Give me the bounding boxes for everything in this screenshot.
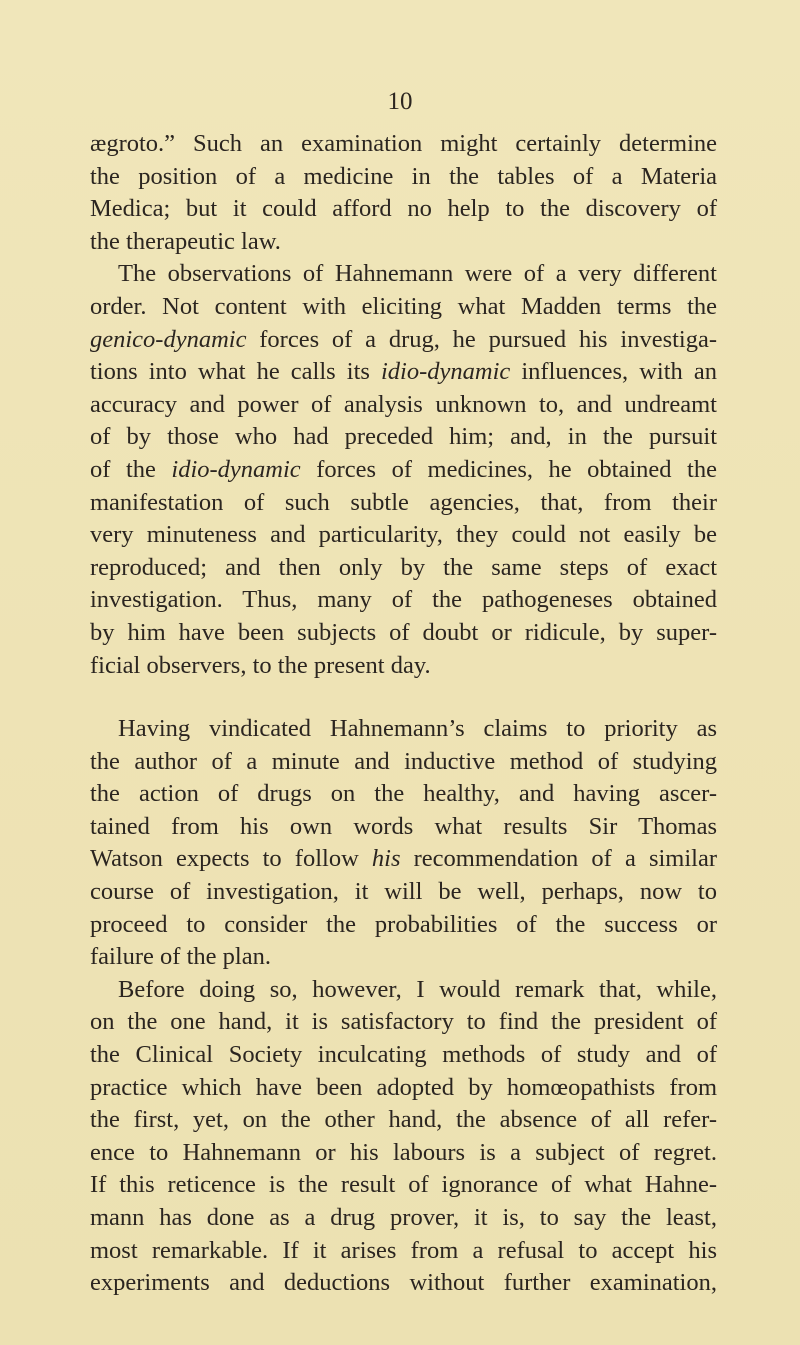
text-line: course of investigation, it will be well, perhaps, now to	[90, 878, 717, 906]
italic-term: idio-dynamic	[381, 358, 511, 386]
text-line: tained from his own words what results Sir Thomas	[90, 812, 717, 840]
text-line: reproduced; and then only by the same steps of exact	[90, 553, 717, 581]
text-line: order. Not content with eliciting what Madden terms the	[90, 292, 717, 320]
paragraph	[90, 974, 717, 1300]
text-line: the author of a minute and inductive method of studying	[90, 747, 717, 775]
text-line: If this reticence is the result of ignorance of what Hahne-	[90, 1171, 717, 1199]
text-line: The observations of Hahnemann were of a very different	[118, 260, 717, 288]
text-line: of by those who had preceded him; and, in the pursuit	[90, 423, 717, 451]
text-line: most remarkable. If it arises from a refusal to accept his	[90, 1236, 717, 1264]
text-line: very minuteness and particularity, they could not easily be	[90, 521, 717, 549]
text-line: Before doing so, however, I would remark that, while,	[118, 975, 717, 1003]
text-line: ence to Hahnemann or his labours is a subject of regret.	[90, 1138, 717, 1166]
text-line: on the one hand, it is satisfactory to find the president of	[90, 1008, 717, 1036]
text-line: tions into what he calls its idio-dynamic influences, with an	[90, 358, 717, 386]
text-line: the first, yet, on the other hand, the absence of all refer-	[90, 1106, 717, 1134]
text-line: ægroto.” Such an examination might certainly determine	[90, 130, 717, 157]
text-line: the position of a medicine in the tables of a Materia	[90, 162, 717, 190]
page-number: 10	[387, 88, 413, 115]
text-line: Having vindicated Hahnemann’s claims to priority as	[118, 715, 717, 743]
text-line: proceed to consider the probabilities of the success or	[90, 910, 717, 938]
paragraph	[90, 713, 717, 974]
text-line: manifestation of such subtle agencies, that, from their	[90, 488, 717, 516]
text-line: ficial observers, to the present day.	[90, 651, 431, 679]
text-line: by him have been subjects of doubt or ridicule, by super-	[90, 618, 717, 646]
text-line: failure of the plan.	[90, 943, 271, 971]
text-line: accuracy and power of analysis unknown to, and undreamt	[90, 390, 717, 418]
text-line: investigation. Thus, many of the pathogeneses obtained	[90, 586, 717, 614]
body-text	[90, 128, 717, 1300]
paragraph	[90, 258, 717, 682]
text-line: experiments and deductions without further examination,	[90, 1269, 717, 1297]
text-line: the Clinical Society inculcating methods of study and of	[90, 1041, 717, 1069]
text-line: of the idio-dynamic forces of medicines, he obtained the	[90, 455, 717, 483]
paragraph	[90, 128, 717, 258]
italic-term: genico-dynamic	[90, 325, 247, 353]
text-line: practice which have been adopted by homœopathists from	[90, 1073, 717, 1101]
text-line: the action of drugs on the healthy, and having ascer-	[90, 780, 717, 808]
text-line: the therapeutic law.	[90, 227, 281, 255]
italic-term: idio-dynamic	[171, 455, 301, 483]
text-line: Medica; but it could afford no help to the discovery of	[90, 195, 717, 223]
text-line: genico-dynamic forces of a drug, he pursued his investiga-	[90, 325, 717, 353]
italic-term: his	[371, 845, 401, 873]
text-line: mann has done as a drug prover, it is, to say the least,	[90, 1204, 717, 1231]
paragraph-gap	[90, 682, 717, 713]
text-line: Watson expects to follow his recommendation of a similar	[90, 845, 717, 873]
